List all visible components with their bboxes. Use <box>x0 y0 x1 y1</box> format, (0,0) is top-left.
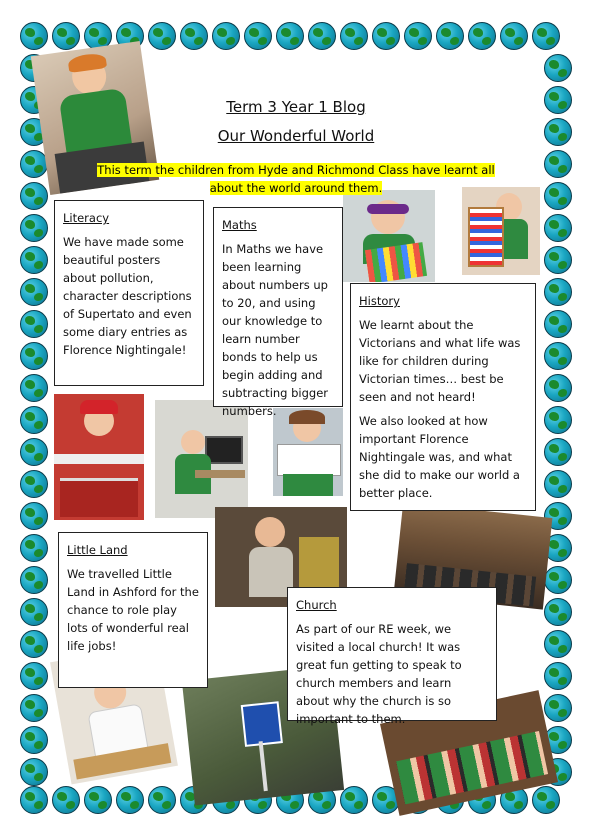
globe-icon <box>52 22 80 50</box>
page-title: Term 3 Year 1 Blog <box>226 98 366 116</box>
intro-text <box>0 161 592 197</box>
globe-icon <box>20 438 48 466</box>
literacy-box <box>54 200 204 386</box>
globe-icon <box>20 374 48 402</box>
page-subtitle: Our Wonderful World <box>217 127 375 145</box>
globe-icon <box>544 566 572 594</box>
globe-icon <box>544 246 572 274</box>
globe-icon <box>20 662 48 690</box>
globe-icon <box>500 22 528 50</box>
globe-icon <box>20 598 48 626</box>
globe-icon <box>20 726 48 754</box>
church-box <box>287 587 497 726</box>
globe-icon <box>544 470 572 498</box>
globe-icon <box>20 534 48 562</box>
globe-icon <box>148 786 176 814</box>
globe-icon <box>544 374 572 402</box>
little-land-heading: Little Land <box>67 543 128 557</box>
globe-icon <box>20 406 48 434</box>
history-text-2: We also looked at how important Florence Nightingale was, and what she did to make our world a better place. <box>359 414 520 500</box>
church-text: As part of our RE week, we visited a local church! It was great fun getting to speak to church members and learn about why the church is so important to them. <box>296 622 462 726</box>
globe-icon <box>544 438 572 466</box>
globe-icon <box>20 214 48 242</box>
maths-heading: Maths <box>222 218 257 232</box>
photo-girl-number-grid <box>343 190 435 282</box>
maths-box <box>213 207 343 418</box>
intro-line-2: about the world around them. <box>209 181 383 195</box>
literacy-text: We have made some beautiful posters about pollution, character descriptions of Supertato and even some diary entries as Florence Nightingale! <box>63 235 192 357</box>
globe-icon <box>544 662 572 690</box>
globe-icon <box>276 22 304 50</box>
globe-icon <box>20 502 48 530</box>
globe-icon <box>436 22 464 50</box>
globe-icon <box>20 310 48 338</box>
globe-icon <box>544 342 572 370</box>
globe-icon <box>404 22 432 50</box>
photo-girl-writing <box>273 408 343 496</box>
globe-icon <box>20 566 48 594</box>
globe-icon <box>544 598 572 626</box>
globe-icon <box>544 214 572 242</box>
little-land-box <box>58 532 208 688</box>
globe-icon <box>180 22 208 50</box>
history-heading: History <box>359 294 400 308</box>
globe-icon <box>544 310 572 338</box>
globe-icon <box>532 22 560 50</box>
globe-icon <box>52 786 80 814</box>
globe-icon <box>20 630 48 658</box>
globe-icon <box>20 786 48 814</box>
globe-icon <box>340 22 368 50</box>
globe-icon <box>544 406 572 434</box>
history-text-1: We learnt about the Victorians and what life was like for children during Victorian times… best be seen and not heard! <box>359 318 521 404</box>
little-land-text: We travelled Little Land in Ashford for the chance to role play lots of wonderful real life jobs! <box>67 567 199 653</box>
globe-icon <box>20 22 48 50</box>
globe-icon <box>212 22 240 50</box>
globe-icon <box>148 22 176 50</box>
history-box <box>350 283 536 511</box>
globe-icon <box>544 630 572 658</box>
globe-icon <box>544 54 572 82</box>
globe-icon <box>308 22 336 50</box>
globe-icon <box>20 758 48 786</box>
globe-icon <box>20 694 48 722</box>
church-heading: Church <box>296 598 337 612</box>
intro-line-1: This term the children from Hyde and Richmond Class have learnt all <box>97 163 495 177</box>
globe-icon <box>468 22 496 50</box>
globe-icon <box>20 246 48 274</box>
globe-icon <box>340 786 368 814</box>
globe-icon <box>20 470 48 498</box>
globe-icon <box>244 22 272 50</box>
globe-icon <box>84 786 112 814</box>
globe-icon <box>532 786 560 814</box>
photo-child-fire-engine <box>54 394 144 520</box>
globe-icon <box>372 22 400 50</box>
globe-icon <box>116 786 144 814</box>
photo-boy-abacus <box>462 187 540 275</box>
globe-icon <box>20 278 48 306</box>
literacy-heading: Literacy <box>63 211 110 225</box>
globe-icon <box>20 342 48 370</box>
globe-icon <box>544 694 572 722</box>
globe-icon <box>544 278 572 306</box>
maths-text: In Maths we have been learning about numbers up to 20, and using our knowledge to learn number bonds to help us begin adding and subtracting bigger numbers. <box>222 242 329 418</box>
